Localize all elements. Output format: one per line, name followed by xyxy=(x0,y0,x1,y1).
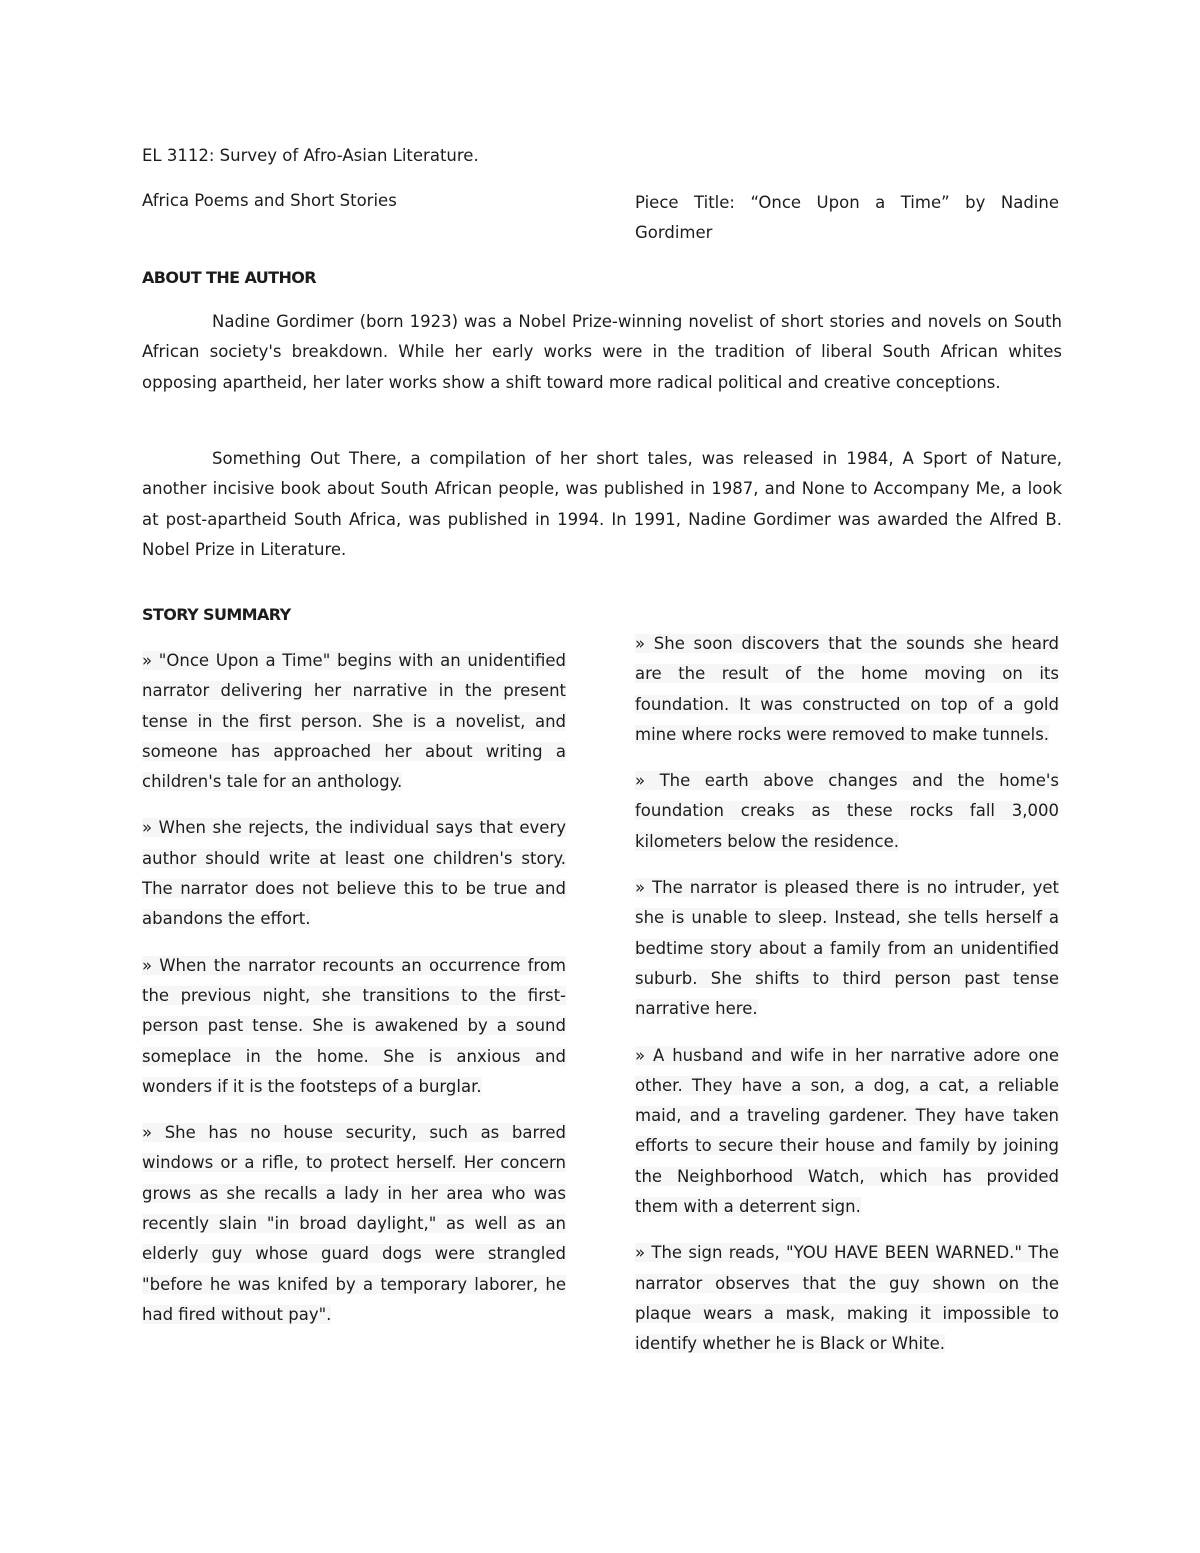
summary-item: » She has no house security, such as barred windows or a rifle, to protect herself. Her concern grows as she recalls a lady in her area who was recently slain "in broad daylight," as well as an elderly guy whose guard dogs were strangled "before he was knifed by a temporary laborer, he had fired without pay". xyxy=(142,1123,566,1324)
summary-right-column xyxy=(635,629,1059,1376)
summary-item: » The narrator is pleased there is no intruder, yet she is unable to sleep. Instead, she tells herself a bedtime story about a family from an unidentified suburb. She shifts to third person past tense narrative here. xyxy=(635,878,1059,1019)
summary-item: » A husband and wife in her narrative adore one other. They have a son, a dog, a cat, a reliable maid, and a traveling gardener. They have taken efforts to secure their house and family by joining the Neighborhood Watch, which has provided them with a deterrent sign. xyxy=(635,1045,1059,1217)
summary-item: » The earth above changes and the home's foundation creaks as these rocks fall 3,000 kilometers below the residence. xyxy=(635,771,1059,851)
summary-left-column xyxy=(142,646,566,1346)
story-summary-heading: STORY SUMMARY xyxy=(142,605,291,624)
section-title: Africa Poems and Short Stories xyxy=(142,191,397,210)
about-paragraph-2: Something Out There, a compilation of her short tales, was released in 1984, A Sport of Nature, another incisive book about South African people, was published in 1987, and None to Accompany Me, a look at post-apartheid South Africa, was published in 1994. In 1991, Nadine Gordimer was awarded the Alfred B. Nobel Prize in Literature. xyxy=(142,449,1062,559)
about-author-heading: ABOUT THE AUTHOR xyxy=(142,268,316,287)
summary-item: » "Once Upon a Time" begins with an unidentified narrator delivering her narrative in the present tense in the first person. She is a novelist, and someone has approached her about writing a children's tale for an anthology. xyxy=(142,651,566,792)
piece-title: Piece Title: “Once Upon a Time” by Nadine Gordimer xyxy=(635,193,1059,242)
summary-item: » She soon discovers that the sounds she heard are the result of the home moving on its foundation. It was constructed on top of a gold mine where rocks were removed to make tunnels. xyxy=(635,634,1059,744)
summary-item: » The sign reads, "YOU HAVE BEEN WARNED." The narrator observes that the guy shown on the plaque wears a mask, making it impossible to identify whether he is Black or White. xyxy=(635,1243,1059,1354)
summary-item: » When she rejects, the individual says that every author should write at least one children's story. The narrator does not believe this to be true and abandons the effort. xyxy=(142,818,566,929)
course-title: EL 3112: Survey of Afro-Asian Literature. xyxy=(142,146,479,165)
about-paragraph-1: Nadine Gordimer (born 1923) was a Nobel Prize-winning novelist of short stories and novels on South African society's breakdown. While her early works were in the tradition of liberal South African whites opposing apartheid, her later works show a shift toward more radical political and creative conceptions. xyxy=(142,312,1062,392)
summary-item: » When the narrator recounts an occurrence from the previous night, she transitions to the first-person past tense. She is awakened by a sound someplace in the home. She is anxious and wonders if it is the footsteps of a burglar. xyxy=(142,955,566,1096)
